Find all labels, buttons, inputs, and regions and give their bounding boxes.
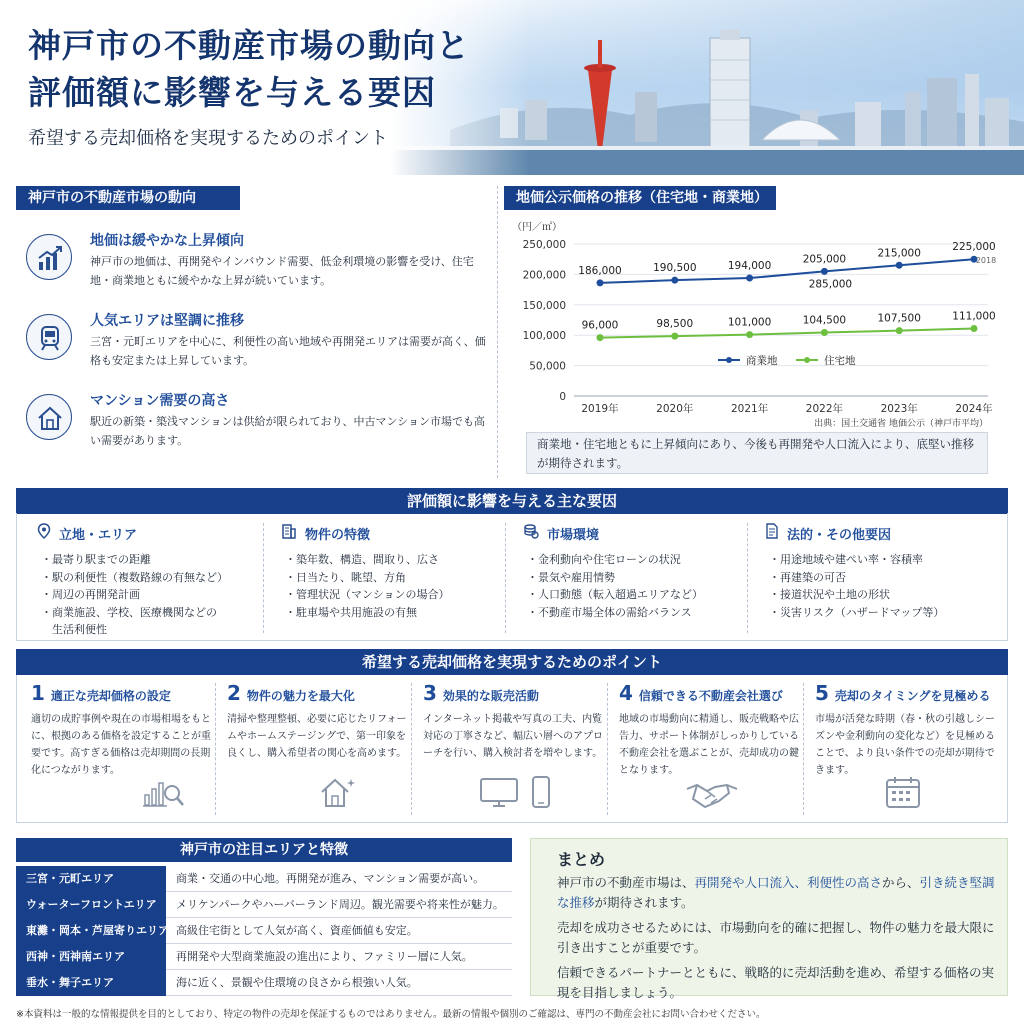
data-label: 104,500 <box>802 314 847 327</box>
area-name: 垂水・舞子エリア <box>16 970 166 996</box>
factor-item: 生活利便性 <box>41 623 107 636</box>
factor-item: ・築年数、構造、間取り、広さ <box>285 553 439 566</box>
legend-marker <box>804 357 810 363</box>
x-tick-label: 2022年 <box>805 403 844 415</box>
point-number: 3 <box>423 681 437 705</box>
summary-paragraph: 神戸市の不動産市場は、再開発や人口流入、利便性の高さから、引き続き堅調な推移が期待されます。 <box>557 875 995 910</box>
point-number: 1 <box>31 681 45 705</box>
chart-note: 商業地・住宅地ともに上昇傾向にあり、今後も再開発や人口流入により、底堅い推移が期待されます。 <box>526 432 988 474</box>
land-price-chart-panel <box>500 186 1008 480</box>
point-item <box>805 681 997 817</box>
factor-group-location <box>23 523 263 639</box>
factor-item: ・日当たり、眺望、方角 <box>285 570 406 584</box>
factor-heading: 法的・その他要因 <box>787 527 892 543</box>
kobe-skyline-illustration <box>390 0 1024 175</box>
document-icon <box>765 523 779 543</box>
points-title: 希望する売却価格を実現するためのポイント <box>16 649 1008 675</box>
y-tick-label: 100,000 <box>522 330 566 343</box>
table-row <box>16 970 512 996</box>
factor-item: ・金利動向や住宅ローンの状況 <box>527 553 681 566</box>
table-row <box>16 866 512 892</box>
point-heading: 適正な売却価格の設定 <box>50 689 171 703</box>
y-tick-label: 50,000 <box>529 360 566 373</box>
area-description: 高級住宅街として人気が高く、資産価値も安定。 <box>176 924 418 937</box>
data-point <box>746 275 753 282</box>
factor-group-property <box>267 523 507 621</box>
factor-item: ・不動産市場全体の需給バランス <box>527 605 692 619</box>
legend-label: 住宅地 <box>824 355 856 367</box>
market-trends-title: 神戸市の不動産市場の動向 <box>16 186 240 210</box>
factor-heading: 立地・エリア <box>59 527 138 543</box>
devices-icon <box>479 775 559 813</box>
land-price-line-chart <box>500 212 1008 458</box>
factor-group-legal <box>751 523 991 621</box>
handshake-icon <box>685 779 739 813</box>
factor-item: ・周辺の再開発計画 <box>41 588 140 601</box>
factor-item: ・商業施設、学校、医療機関などの <box>41 605 217 619</box>
data-label: 194,000 <box>727 260 772 273</box>
factor-divider <box>505 523 506 633</box>
factor-item: ・駅の利便性（複数路線の有無など） <box>41 570 228 584</box>
point-heading: 信頼できる不動産会社選び <box>638 689 783 703</box>
x-tick-label: 2020年 <box>656 403 694 415</box>
data-label: 98,500 <box>656 318 694 331</box>
point-body: 地域の市場動向に精通し、販売戦略や広告力、サポート体制がしっかりしている不動産会社を選ぶことが、売却成功の鍵となります。 <box>619 714 799 776</box>
point-body: 清掃や整理整頓、必要に応じたリフォームやホームステージングで、第一印象を良くし、購入希望者の関心を高めます。 <box>227 714 407 759</box>
areas-title: 神戸市の注目エリアと特徴 <box>16 838 512 862</box>
data-point <box>821 329 828 336</box>
factor-group-market <box>509 523 749 621</box>
page-title: 神戸市の不動産市場の動向と 評価額に影響を与える要因 <box>28 26 470 112</box>
area-name: 東灘・岡本・芦屋寄りエリア <box>16 918 166 944</box>
data-label: 96,000 <box>581 319 619 332</box>
analysis-chart-icon <box>141 775 185 813</box>
point-body: 市場が活発な時期（春・秋の引越しシーズンや金利動向の変化など）を見極めることで、より良い条件での売却が期待できます。 <box>815 714 995 776</box>
data-point <box>597 279 604 286</box>
factor-item: ・用途地域や建ぺい率・容積率 <box>769 553 923 566</box>
point-number: 4 <box>619 681 633 705</box>
data-label: 101,000 <box>727 316 772 329</box>
table-row <box>16 918 512 944</box>
data-label: 111,000 <box>952 310 996 323</box>
factor-item: ・最寄り駅までの距離 <box>41 553 151 566</box>
y-tick-label: 250,000 <box>522 239 566 251</box>
factors-title: 評価額に影響を与える主な要因 <box>16 488 1008 514</box>
summary-title: まとめ <box>557 850 606 869</box>
point-divider <box>411 683 412 815</box>
building-icon <box>281 523 297 543</box>
factor-item: ・人口動態（転入超過エリアなど） <box>527 588 703 601</box>
point-divider <box>215 683 216 815</box>
legend-marker <box>726 357 732 363</box>
data-point <box>821 268 828 275</box>
x-tick-label: 2023年 <box>880 403 918 415</box>
y-axis-unit: （円／㎡） <box>512 222 562 233</box>
factors-panel <box>16 513 1008 641</box>
y-tick-label: 200,000 <box>522 269 566 282</box>
coins-icon <box>523 523 539 543</box>
trend-body: 駅近の新築・築浅マンションは供給が限られており、中古マンション市場でも高い需要があります。 <box>90 415 486 447</box>
point-number: 2 <box>227 681 241 705</box>
point-body: 適切の成貯事例や現在の市場相場をもとに、根拠のある価格を設定することが重要です。高すぎる価格は売却期間の長期化につながります。 <box>31 714 211 776</box>
calendar-icon <box>885 775 921 813</box>
data-point <box>971 325 978 332</box>
point-heading: 物件の魅力を最大化 <box>246 689 355 703</box>
market-trends-panel <box>16 186 494 476</box>
trend-heading: 地価は緩やかな上昇傾向 <box>90 233 244 249</box>
chart-source: 出典：国土交通省 地価公示（神戸市平均） <box>814 419 988 429</box>
data-label-extra: 2018 <box>975 256 997 266</box>
point-divider <box>607 683 608 815</box>
legend-label: 商業地 <box>746 355 778 367</box>
point-item <box>609 681 801 817</box>
data-point <box>896 327 903 334</box>
area-description: メリケンパークやハーバーランド周辺。観光需要や将来性が魅力。 <box>176 898 504 911</box>
y-tick-label: 0 <box>559 391 566 403</box>
data-label: 190,500 <box>653 262 697 275</box>
factor-item: ・再建築の可否 <box>769 570 846 584</box>
chart-title: 地価公示価格の推移（住宅地・商業地） <box>504 186 776 210</box>
factor-item: ・災害リスク（ハザードマップ等） <box>769 605 945 619</box>
factor-item: ・接道状況や土地の形状 <box>769 588 890 601</box>
y-tick-label: 150,000 <box>522 299 566 312</box>
bar-chart-icon <box>26 234 72 280</box>
summary-box <box>530 838 1008 1000</box>
area-name: 西神・西神南エリア <box>16 944 166 970</box>
factor-item: ・景気や雇用情勢 <box>527 570 615 584</box>
point-heading: 効果的な販売活動 <box>442 689 539 703</box>
point-item <box>413 681 605 817</box>
area-name: 三宮・元町エリア <box>16 866 166 892</box>
footnote: ※本資料は一般的な情報提供を目的としており、特定の物件の売却を保証するものではありません。最新の情報や個別のご確認は、専門の不動産会社にお問い合わせください。 <box>16 1009 766 1020</box>
location-pin-icon <box>37 523 51 543</box>
points-panel <box>16 675 1008 823</box>
factor-item: ・駐車場や共用施設の有無 <box>285 605 417 619</box>
trend-body: 三宮・元町エリアを中心に、利便性の高い地域や再開発エリアは需要が高く、価格も安定または上昇しています。 <box>90 335 486 367</box>
page-subtitle: 希望する売却価格を実現するためのポイント <box>28 128 388 149</box>
notable-areas-table <box>16 838 512 992</box>
data-label: 205,000 <box>802 253 847 266</box>
trend-body: 神戸市の地価は、再開発やインバウンド需要、低金利環境の影響を受け、住宅地・商業地ともに緩やかな上昇が続いています。 <box>90 255 474 287</box>
data-point <box>896 262 903 269</box>
header-banner <box>0 0 1024 175</box>
data-label: 225,000 <box>952 241 996 254</box>
summary-paragraph: 信頼できるパートナーとともに、戦略的に売却活動を進め、希望する価格の実現を目指しましょう。 <box>557 965 995 1000</box>
data-label: 186,000 <box>578 264 622 277</box>
table-row <box>16 944 512 970</box>
summary-paragraph: 売却を成功させるためには、市場動向を的確に把握し、物件の魅力を最大限に引き出すことが重要です。 <box>557 920 995 955</box>
x-tick-label: 2024年 <box>955 403 993 415</box>
point-heading: 売却のタイミングを見極める <box>834 689 991 703</box>
data-label: 107,500 <box>877 312 921 325</box>
summary-body <box>557 873 997 1008</box>
train-icon <box>26 314 72 360</box>
sparkle-house-icon <box>317 775 357 813</box>
x-tick-label: 2021年 <box>730 403 769 415</box>
factor-divider <box>747 523 748 633</box>
area-description: 商業・交通の中心地。再開発が進み、マンション需要が高い。 <box>176 872 485 885</box>
data-label-extra: 285,000 <box>808 278 853 291</box>
trend-heading: マンション需要の高さ <box>90 393 230 409</box>
point-divider <box>803 683 804 815</box>
area-description: 海に近く、景観や住環境の良さから根強い人気。 <box>176 976 418 989</box>
factor-heading: 市場環境 <box>547 527 600 543</box>
data-point <box>671 333 678 340</box>
data-label: 215,000 <box>877 247 921 260</box>
trend-heading: 人気エリアは堅調に推移 <box>90 313 244 329</box>
area-description: 再開発や大型商業施設の進出により、ファミリー層に人気。 <box>176 950 473 963</box>
point-item <box>217 681 409 817</box>
factor-divider <box>263 523 264 633</box>
area-name: ウォーターフロントエリア <box>16 892 166 918</box>
house-icon <box>26 394 72 440</box>
x-tick-label: 2019年 <box>581 403 619 415</box>
data-point <box>671 277 678 284</box>
factor-heading: 物件の特徴 <box>305 527 371 543</box>
data-point <box>746 331 753 338</box>
point-body: インターネット掲載や写真の工夫、内覧対応の丁寧さなど、幅広い層へのアプローチを行い、購入検討者を増やします。 <box>423 714 603 759</box>
point-number: 5 <box>815 681 829 705</box>
data-point <box>597 334 604 341</box>
point-item <box>21 681 213 817</box>
table-row <box>16 892 512 918</box>
factor-item: ・管理状況（マンションの場合） <box>285 588 450 601</box>
section-divider <box>497 186 498 478</box>
